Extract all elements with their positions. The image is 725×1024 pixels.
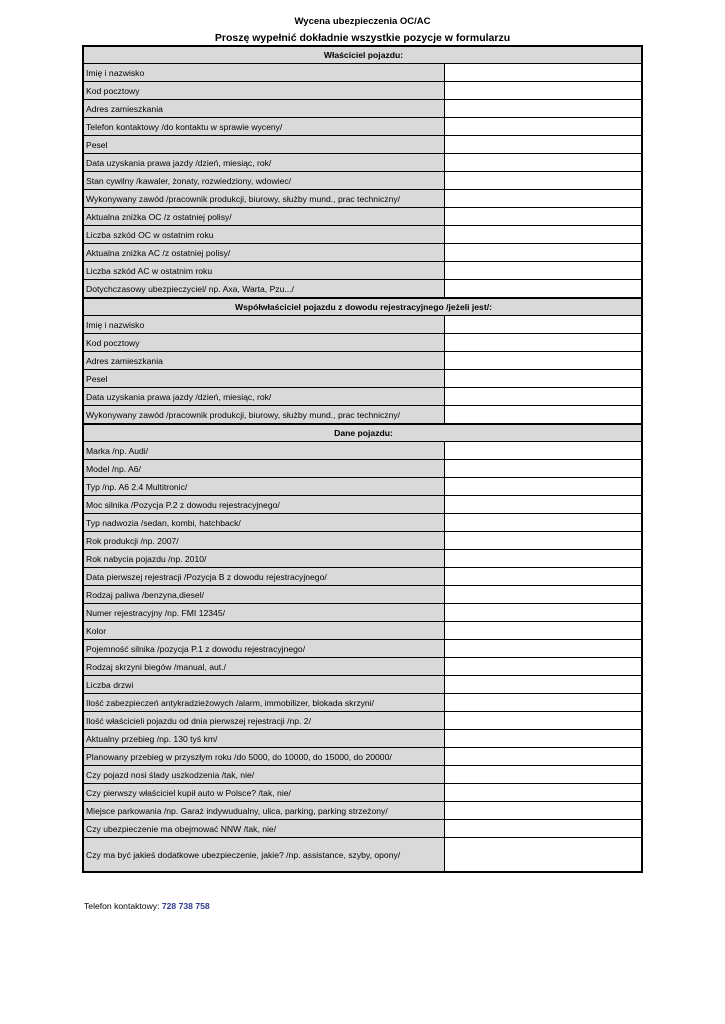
answer-cell[interactable] [444,316,642,334]
answer-cell[interactable] [444,64,642,82]
answer-cell[interactable] [444,406,642,425]
field-label: Rok produkcji /np. 2007/ [83,532,444,550]
form-row [83,370,642,388]
answer-cell[interactable] [444,586,642,604]
answer-cell[interactable] [444,190,642,208]
field-label: Imię i nazwisko [83,64,444,82]
answer-cell[interactable] [444,226,642,244]
field-label: Moc silnika /Pozycja P.2 z dowodu rejestracyjnego/ [83,496,444,514]
form-row [83,712,642,730]
form-title: Wycena ubezpieczenia OC/AC [294,16,431,27]
answer-cell[interactable] [444,694,642,712]
answer-cell[interactable] [444,748,642,766]
form-row [83,730,642,748]
field-label: Aktualny przebieg /np. 130 tyś km/ [83,730,444,748]
form-row [83,280,642,299]
field-label: Stan cywilny /kawaler, żonaty, rozwiedziony, wdowiec/ [83,172,444,190]
form-row [83,586,642,604]
section-header [83,298,642,316]
field-label: Kolor [83,622,444,640]
form-row [83,460,642,478]
section-heading: Właściciel pojazdu: [83,46,642,64]
section-header [83,46,642,64]
answer-cell[interactable] [444,604,642,622]
form-row [83,118,642,136]
form-row [83,640,642,658]
field-label: Kod pocztowy [83,334,444,352]
answer-cell[interactable] [444,154,642,172]
answer-cell[interactable] [444,640,642,658]
answer-cell[interactable] [444,712,642,730]
field-label: Rodzaj paliwa /benzyna,diesel/ [83,586,444,604]
form-row [83,352,642,370]
form-row [83,820,642,838]
form-row [83,406,642,425]
answer-cell[interactable] [444,496,642,514]
field-label: Liczba szkód OC w ostatnim roku [83,226,444,244]
form-row [83,316,642,334]
answer-cell[interactable] [444,766,642,784]
form-row [83,676,642,694]
field-label: Marka /np. Audi/ [83,442,444,460]
section-heading: Dane pojazdu: [83,424,642,442]
field-label: Typ /np. A6 2.4 Multitronic/ [83,478,444,496]
answer-cell[interactable] [444,208,642,226]
field-label: Pojemność silnika /pozycja P.1 z dowodu rejestracyjnego/ [83,640,444,658]
contact-phone: 728 738 758 [161,901,210,911]
form-row [83,100,642,118]
form-row [83,766,642,784]
form-row [83,532,642,550]
field-label: Model /np. A6/ [83,460,444,478]
answer-cell[interactable] [444,838,642,873]
field-label: Ilość właścicieli pojazdu od dnia pierwszej rejestracji /np. 2/ [83,712,444,730]
answer-cell[interactable] [444,334,642,352]
field-label: Adres zamieszkania [83,100,444,118]
form-subtitle: Proszę wypełnić dokładnie wszystkie pozycje w formularzu [214,32,511,44]
field-label: Kod pocztowy [83,82,444,100]
answer-cell[interactable] [444,622,642,640]
answer-cell[interactable] [444,550,642,568]
answer-cell[interactable] [444,352,642,370]
field-label: Pesel [83,136,444,154]
field-label: Ilość zabezpieczeń antykradzieżowych /alarm, immobilizer, blokada skrzyni/ [83,694,444,712]
field-label: Data pierwszej rejestracji /Pozycja B z dowodu rejestracyjnego/ [83,568,444,586]
insurance-form-table [82,45,643,873]
field-label: Pesel [83,370,444,388]
section-header [83,424,642,442]
answer-cell[interactable] [444,100,642,118]
form-row [83,604,642,622]
field-label: Liczba szkód AC w ostatnim roku [83,262,444,280]
answer-cell[interactable] [444,136,642,154]
answer-cell[interactable] [444,388,642,406]
form-row [83,64,642,82]
form-row [83,244,642,262]
answer-cell[interactable] [444,568,642,586]
answer-cell[interactable] [444,820,642,838]
form-row [83,658,642,676]
field-label: Typ nadwozia /sedan, kombi, hatchback/ [83,514,444,532]
form-row [83,208,642,226]
form-row [83,514,642,532]
field-label: Wykonywany zawód /pracownik produkcji, biurowy, służby mund., prac techniczny/ [83,190,444,208]
form-row [83,82,642,100]
form-row [83,568,642,586]
form-row [83,388,642,406]
field-label: Liczba drzwi [83,676,444,694]
answer-cell[interactable] [444,478,642,496]
field-label: Telefon kontaktowy /do kontaktu w sprawie wyceny/ [83,118,444,136]
form-row [83,784,642,802]
answer-cell[interactable] [444,658,642,676]
form-row [83,172,642,190]
field-label: Wykonywany zawód /pracownik produkcji, biurowy, służby mund., prac techniczny/ [83,406,444,425]
field-label: Adres zamieszkania [83,352,444,370]
field-label: Dotychczasowy ubezpieczyciel/ np. Axa, Warta, Pzu.../ [83,280,444,299]
contact-footer [84,900,210,912]
answer-cell[interactable] [444,460,642,478]
field-label: Rodzaj skrzyni biegów /manual, aut./ [83,658,444,676]
form-row [83,838,642,873]
form-row [83,334,642,352]
answer-cell[interactable] [444,82,642,100]
form-row [83,262,642,280]
form-row [83,478,642,496]
field-label: Numer rejestracyjny /np. FMI 12345/ [83,604,444,622]
form-row [83,748,642,766]
answer-cell[interactable] [444,802,642,820]
form-row [83,136,642,154]
section-heading: Współwłaściciel pojazdu z dowodu rejestracyjnego /jeżeli jest/: [83,298,642,316]
form-row [83,154,642,172]
answer-cell[interactable] [444,442,642,460]
field-label: Czy ubezpieczenie ma obejmować NNW /tak, nie/ [83,820,444,838]
field-label: Data uzyskania prawa jazdy /dzień, miesiąc, rok/ [83,388,444,406]
form-row [83,190,642,208]
answer-cell[interactable] [444,784,642,802]
field-label: Rok nabycia pojazdu /np. 2010/ [83,550,444,568]
field-label: Data uzyskania prawa jazdy /dzień, miesiąc, rok/ [83,154,444,172]
form-row [83,496,642,514]
form-row [83,442,642,460]
field-label: Czy pojazd nosi ślady uszkodzenia /tak, nie/ [83,766,444,784]
field-label: Czy pierwszy właściciel kupił auto w Polsce? /tak, nie/ [83,784,444,802]
form-row [83,802,642,820]
answer-cell[interactable] [444,262,642,280]
form-row [83,694,642,712]
answer-cell[interactable] [444,172,642,190]
field-label: Aktualna zniżka OC /z ostatniej polisy/ [83,208,444,226]
answer-cell[interactable] [444,118,642,136]
answer-cell[interactable] [444,280,642,299]
answer-cell[interactable] [444,532,642,550]
answer-cell[interactable] [444,730,642,748]
form-row [83,622,642,640]
form-row [83,550,642,568]
answer-cell[interactable] [444,370,642,388]
field-label: Miejsce parkowania /np. Garaż indywudualny, ulica, parking, parking strzeżony/ [83,802,444,820]
field-label: Imię i nazwisko [83,316,444,334]
field-label: Czy ma być jakieś dodatkowe ubezpieczenie, jakie? /np. assistance, szyby, opony/ [83,838,444,873]
form-row [83,226,642,244]
field-label: Planowany przebieg w przyszłym roku /do 5000, do 10000, do 15000, do 20000/ [83,748,444,766]
answer-cell[interactable] [444,514,642,532]
answer-cell[interactable] [444,676,642,694]
field-label: Aktualna zniżka AC /z ostatniej polisy/ [83,244,444,262]
answer-cell[interactable] [444,244,642,262]
contact-label: Telefon kontaktowy: [84,901,160,911]
